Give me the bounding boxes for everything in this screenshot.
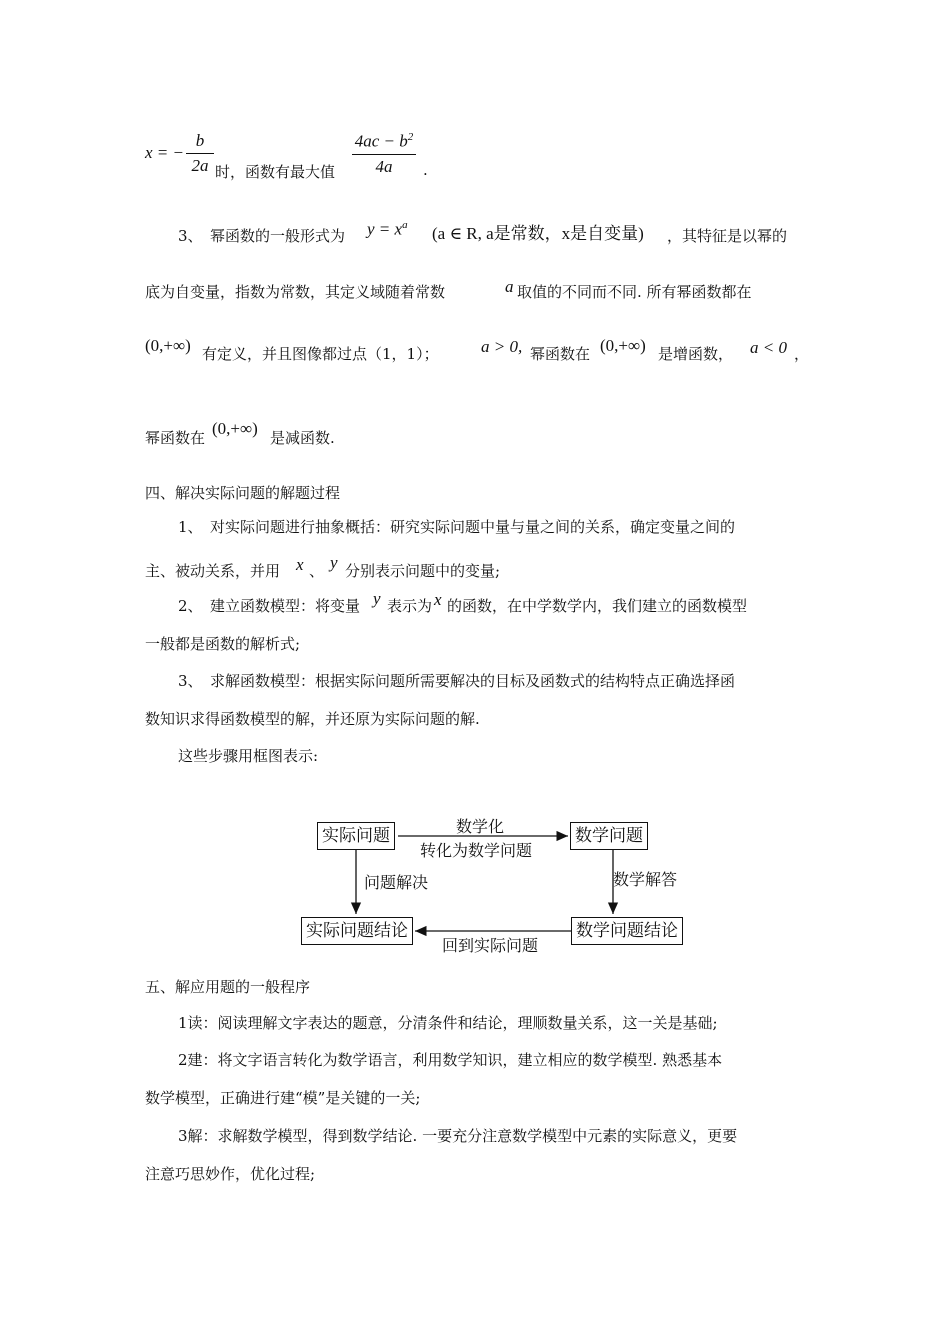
label-back-to-real: 回到实际问题 [442,936,539,955]
box-math-conclusion: 数学问题结论 [571,917,683,945]
fraction-numerator: $4ac - b^2$ [354,131,414,151]
section5-build-a: 2建：将文字语言转化为数学语言，利用数学知识，建立相应的数学模型. 熟悉基本 [178,1051,723,1069]
fraction-denominator: 2a [191,156,209,175]
power-fn-line2: 底为自变量，指数为常数，其定义域随着常数 [145,283,446,301]
section4-step1-c: 分别表示问题中的变量; [345,562,501,580]
var-y: y [373,589,381,608]
power-fn-var-a: a [505,277,514,296]
power-fn-line1-prefix: 3、 幂函数的一般形式为 [178,227,346,245]
power-fn-line1-suffix: ，其特征是以幂的 [667,227,788,245]
var-x: x [296,555,304,574]
section4-step1-a: 1、 对实际问题进行抽象概括：研究实际问题中量与量之间的关系，确定变量之间的 [178,518,736,536]
section4-heading: 四、解决实际问题的解题过程 [145,484,341,502]
box-real-conclusion: 实际问题结论 [301,917,413,945]
section5-solve-a: 3解：求解数学模型，得到数学结论. 一要充分注意数学模型中元素的实际意义，更要 [178,1127,738,1145]
section4-step2-a: 2、 建立函数模型：将变量 [178,597,361,615]
label-math-answer: 数学解答 [613,870,678,889]
cond-a-positive: a > 0, [481,337,523,356]
label-mathematize: 数学化 [456,817,505,836]
var-x: x [434,590,442,609]
section5-read: 1读：阅读理解文字表达的题意，分清条件和结论，理顺数量关系，这一关是基础; [178,1014,718,1032]
power-fn-line4-a: 幂函数在 [145,429,206,447]
power-fn-formula: $y = x^a$ [367,219,408,239]
fraction-numerator: b [195,131,205,150]
power-fn-line4-b: 是减函数. [270,429,335,447]
diagram-intro: 这些步骤用框图表示: [178,747,319,765]
section4-step3-b: 数知识求得函数模型的解，并还原为实际问题的解. [145,710,480,728]
section4-step3-a: 3、 求解函数模型：根据实际问题所需要解决的目标及函数式的结构特点正确选择函 [178,672,736,690]
interval-0-inf: (0,+∞) [145,336,191,355]
power-fn-line3-c: 是增函数， [658,345,734,363]
section4-step2-b: 表示为 [387,597,433,615]
max-value-text: 时，函数有最大值 [215,163,336,181]
power-fn-line3-b: 幂函数在 [530,345,591,363]
section4-step1-b: 主、被动关系，并用 [145,562,281,580]
formula-period: . [423,161,428,179]
interval-0-inf: (0,+∞) [212,419,258,438]
section5-build-b: 数学模型，正确进行建“模”是关键的一关; [145,1089,421,1107]
label-convert: 转化为数学问题 [420,841,533,860]
power-fn-line3-a: 有定义，并且图像都过点（1，1）； [202,345,439,363]
power-fn-line2-end: 取值的不同而不同. 所有幂函数都在 [517,283,752,301]
separator: 、 [309,562,325,580]
label-problem-solved: 问题解决 [364,873,429,892]
section4-step2-c: 的函数，在中学数学内，我们建立的函数模型 [447,597,748,615]
box-real-problem: 实际问题 [317,822,395,850]
var-y: y [330,553,338,572]
power-fn-line3-end: ， [794,345,810,363]
vertex-x-lhs: x = − [145,143,184,162]
interval-0-inf: (0,+∞) [600,336,646,355]
power-fn-condition: (a ∈ R, a是常数，x是自变量) [432,224,644,243]
cond-a-negative: a < 0 [750,338,787,357]
section5-heading: 五、解应用题的一般程序 [145,978,311,996]
section5-solve-b: 注意巧思妙作，优化过程; [145,1165,316,1183]
box-math-problem: 数学问题 [570,822,648,850]
fraction-denominator: 4a [375,156,393,176]
section4-step2-d: 一般都是函数的解析式; [145,635,301,653]
